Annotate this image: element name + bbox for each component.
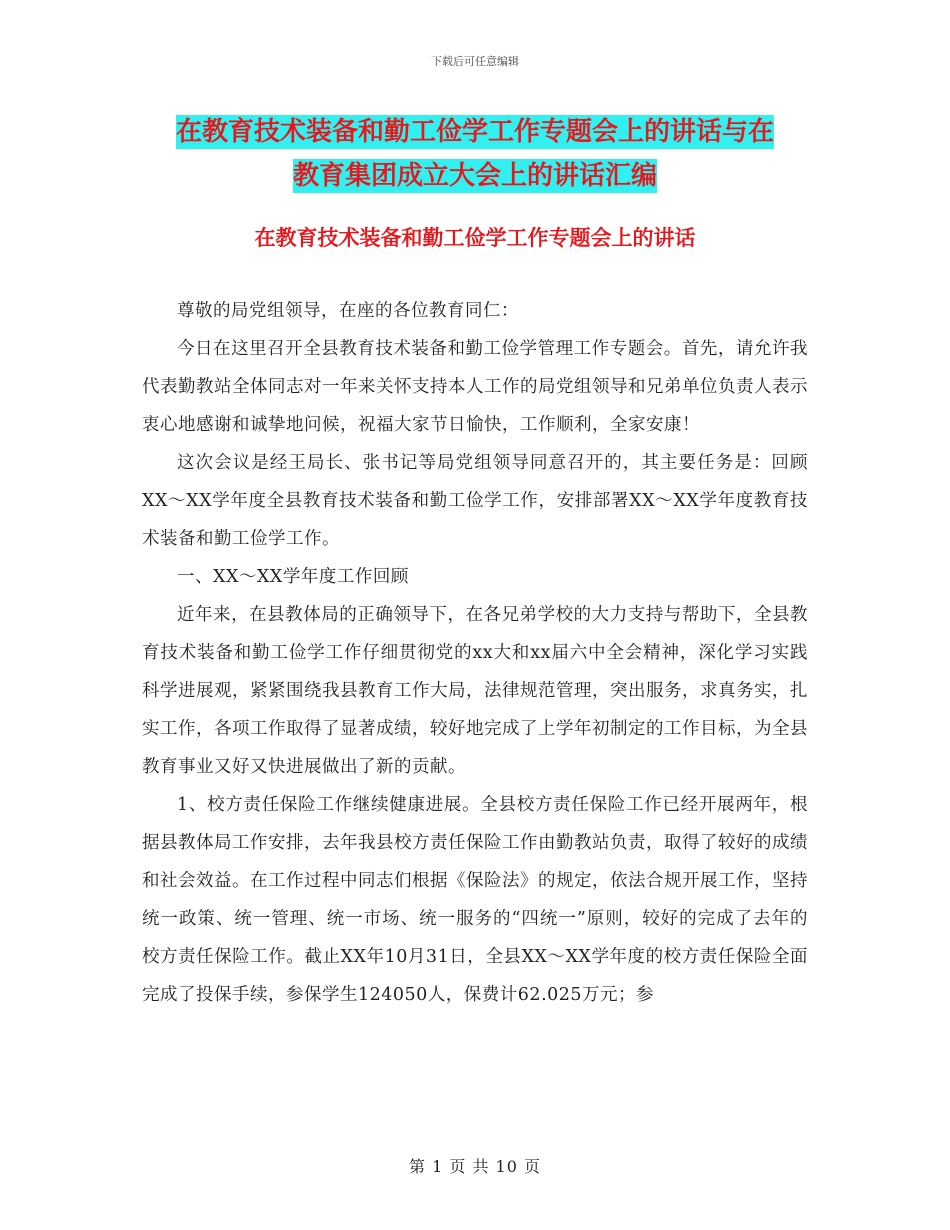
- title-line-1: 在教育技术装备和勤工俭学工作专题会上的讲话与在: [175, 117, 774, 147]
- header-note: 下载后可任意编辑: [431, 55, 519, 68]
- page-number: 第 1 页 共 10 页: [409, 1157, 541, 1176]
- document-title: [100, 110, 850, 198]
- paragraph: 这次会议是经王局长、张书记等局党组领导同意召开的，其主要任务是：回顾XX～XX学年度全县教育技术装备和勤工俭学工作，安排部署XX～XX学年度教育技术装备和勤工俭学工作。: [142, 453, 808, 549]
- section-title: 在教育技术装备和勤工俭学工作专题会上的讲话: [254, 226, 696, 250]
- paragraph: 今日在这里召开全县教育技术装备和勤工俭学管理工作专题会。首先，请允许我代表勤教站全体同志对一年来关怀支持本人工作的局党组领导和兄弟单位负责人表示衷心地感谢和诚挚地问候，祝福大家节日愉快，工作顺利，全家安康！: [142, 339, 808, 435]
- paragraph: 1、校方责任保险工作继续健康进展。全县校方责任保险工作已经开展两年，根据县教体局工作安排，去年我县校方责任保险工作由勤教站负责，取得了较好的成绩和社会效益。在工作过程中同志们根据《保险法》的规定，依法合规开展工作，坚持统一政策、统一管理、统一市场、统一服务的“四统一”原则，较好的完成了去年的校方责任保险工作。截止XX年10月31日，全县XX～XX学年度的校方责任保险全面完成了投保手续，参保学生124050人，保费计62.025万元；参: [142, 795, 808, 1005]
- title-line-2: 教育集团成立大会上的讲话汇编: [292, 161, 657, 191]
- paragraph-salutation: 尊敬的局党组领导，在座的各位教育同仁：: [177, 301, 519, 321]
- paragraph-heading: 一、XX～XX学年度工作回顾: [177, 567, 409, 587]
- document-body: [142, 292, 808, 1014]
- paragraph: 近年来，在县教体局的正确领导下，在各兄弟学校的大力支持与帮助下，全县教育技术装备和勤工俭学工作仔细贯彻党的xx大和xx届六中全会精神，深化学习实践科学进展观，紧紧围绕我县教育工作大局，法律规范管理，突出服务，求真务实，扎实工作，各项工作取得了显著成绩，较好地完成了上学年初制定的工作目标，为全县教育事业又好又快进展做出了新的贡献。: [142, 605, 808, 777]
